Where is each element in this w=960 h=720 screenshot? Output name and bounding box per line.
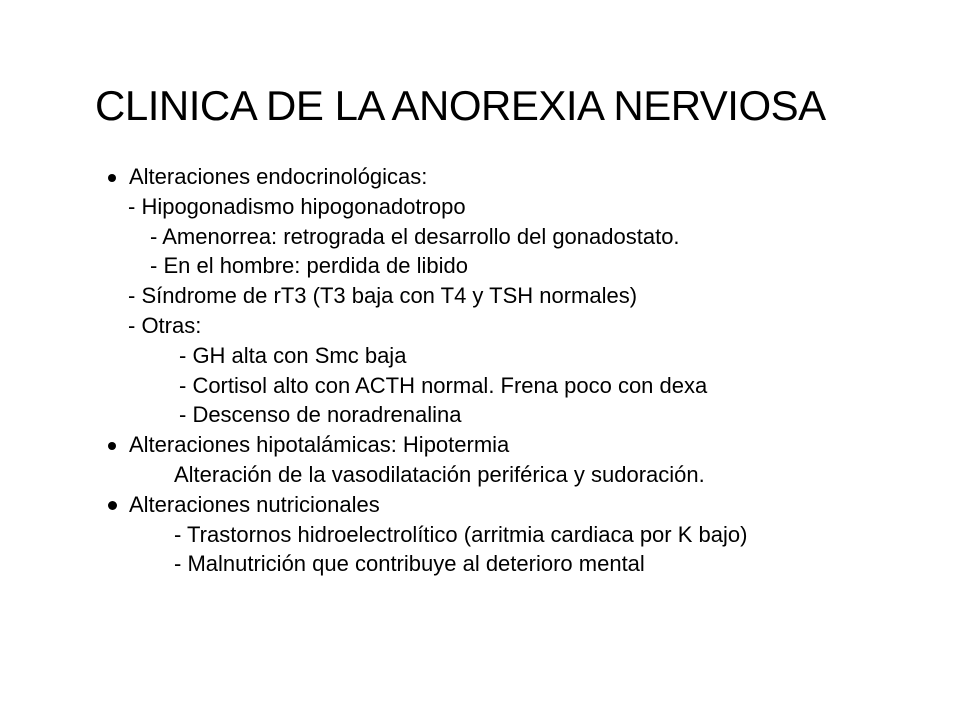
- sub-item-text: - Otras:: [128, 312, 202, 338]
- sub-item-text: - Hipogonadismo hipogonadotropo: [128, 193, 466, 219]
- sub-item-text: - Síndrome de rT3 (T3 baja con T4 y TSH normales): [128, 283, 638, 309]
- slide-title: CLINICA DE LA ANOREXIA NERVIOSA: [95, 82, 826, 129]
- bullet-text: Alteraciones endocrinológicas:: [129, 164, 428, 189]
- detail-item-text: - Descenso de noradrenalina: [179, 402, 462, 428]
- detail-item-text: - GH alta con Smc baja: [179, 342, 407, 368]
- continuation-text: Alteración de la vasodilatación periférica y sudoración.: [174, 461, 705, 487]
- continuation-text: - Malnutrición que contribuye al deterioro mental: [174, 551, 645, 577]
- continuation-text: - Trastornos hidroelectrolítico (arritmia cardiaca por K bajo): [174, 521, 748, 547]
- sub-sub-item-text: - En el hombre: perdida de libido: [150, 253, 468, 279]
- detail-item-text: - Cortisol alto con ACTH normal. Frena poco con dexa: [179, 372, 708, 398]
- bullet-text: Alteraciones nutricionales: [129, 491, 380, 517]
- sub-sub-item-text: - Amenorrea: retrograda el desarrollo del gonadostato.: [150, 223, 680, 249]
- bullet-text: Alteraciones hipotalámicas: Hipotermia: [129, 432, 510, 458]
